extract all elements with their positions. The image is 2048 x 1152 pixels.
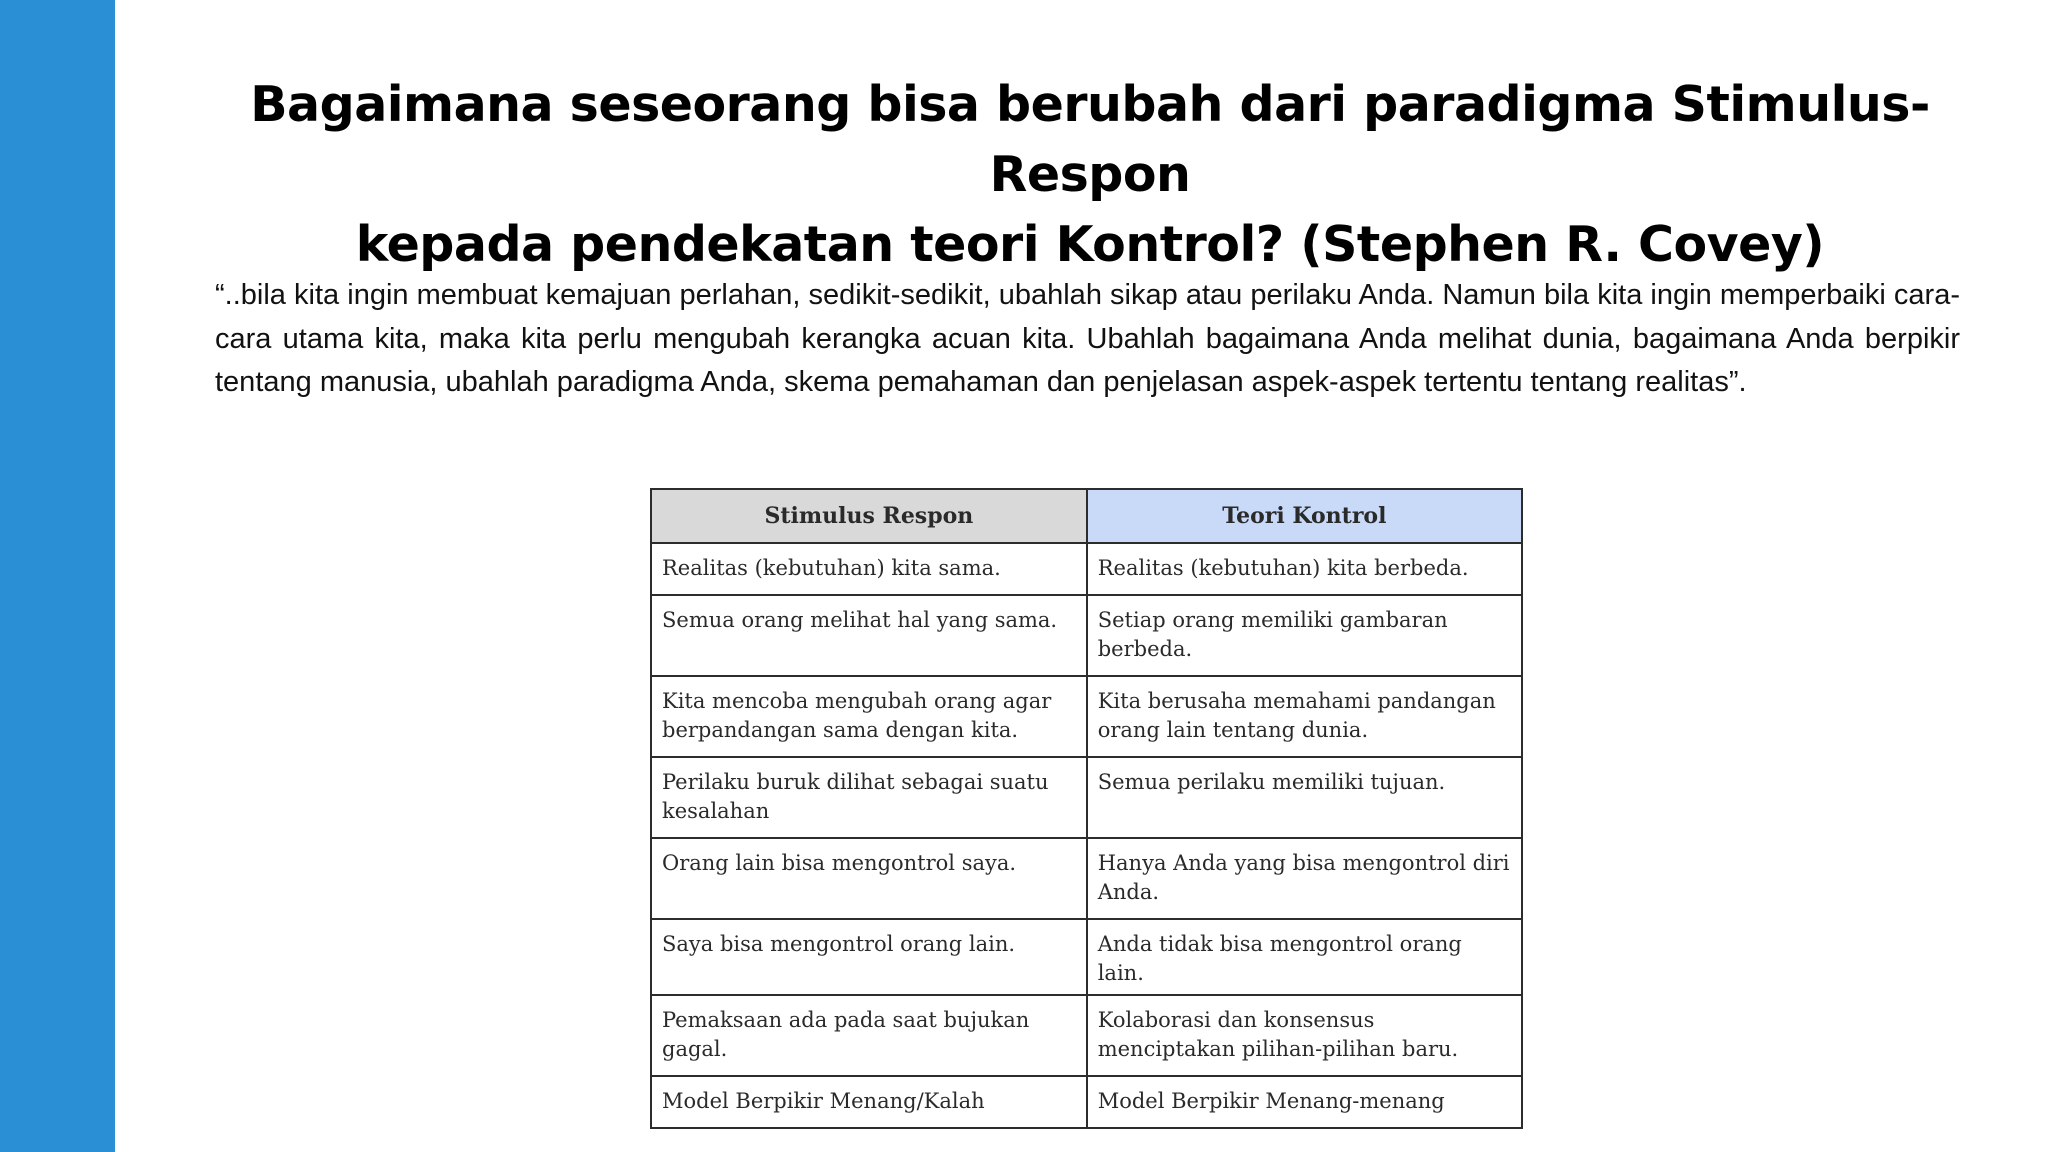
cell-teori-kontrol: Kolaborasi dan konsensus menciptakan pilihan-pilihan baru.	[1087, 995, 1522, 1076]
cell-stimulus-respon: Semua orang melihat hal yang sama.	[651, 595, 1087, 676]
table-row	[651, 1076, 1522, 1128]
cell-stimulus-respon: Saya bisa mengontrol orang lain.	[651, 919, 1087, 995]
cell-stimulus-respon: Realitas (kebutuhan) kita sama.	[651, 543, 1087, 595]
table-row	[651, 757, 1522, 838]
cell-stimulus-respon: Model Berpikir Menang/Kalah	[651, 1076, 1087, 1128]
title-line-1: Bagaimana seseorang bisa berubah dari paradigma Stimulus-Respon	[250, 76, 1930, 203]
cell-teori-kontrol: Model Berpikir Menang-menang	[1087, 1076, 1522, 1128]
cell-stimulus-respon: Kita mencoba mengubah orang agar berpandangan sama dengan kita.	[651, 676, 1087, 757]
cell-stimulus-respon: Pemaksaan ada pada saat bujukan gagal.	[651, 995, 1087, 1076]
table-row	[651, 676, 1522, 757]
cell-stimulus-respon: Perilaku buruk dilihat sebagai suatu kesalahan	[651, 757, 1087, 838]
cell-teori-kontrol: Setiap orang memiliki gambaran berbeda.	[1087, 595, 1522, 676]
table-row	[651, 838, 1522, 919]
quote-paragraph: “..bila kita ingin membuat kemajuan perlahan, sedikit-sedikit, ubahlah sikap atau perilaku Anda. Namun bila kita ingin memperbaiki cara-cara utama kita, maka kita perlu mengubah kerangka acuan kita. Ubahlah bagaimana Anda melihat dunia, bagaimana Anda berpikir tentang manusia, ubahlah paradigma Anda, skema pemahaman dan penjelasan aspek-aspek tertentu tentang realitas”.	[215, 279, 1960, 398]
table-header-row	[651, 489, 1522, 543]
cell-teori-kontrol: Realitas (kebutuhan) kita berbeda.	[1087, 543, 1522, 595]
table-row	[651, 919, 1522, 995]
cell-teori-kontrol: Semua perilaku memiliki tujuan.	[1087, 757, 1522, 838]
title-line-2: kepada pendekatan teori Kontrol? (Stephen R. Covey)	[355, 216, 1825, 273]
header-stimulus-respon: Stimulus Respon	[651, 489, 1087, 543]
table-row	[651, 543, 1522, 595]
table-row	[651, 595, 1522, 676]
accent-bar	[0, 0, 115, 1152]
cell-teori-kontrol: Hanya Anda yang bisa mengontrol diri Anda.	[1087, 838, 1522, 919]
table-row	[651, 995, 1522, 1076]
header-teori-kontrol: Teori Kontrol	[1087, 489, 1522, 543]
cell-teori-kontrol: Kita berusaha memahami pandangan orang lain tentang dunia.	[1087, 676, 1522, 757]
slide-title	[180, 70, 2000, 280]
cell-stimulus-respon: Orang lain bisa mengontrol saya.	[651, 838, 1087, 919]
cell-teori-kontrol: Anda tidak bisa mengontrol orang lain.	[1087, 919, 1522, 995]
comparison-table	[650, 488, 1523, 1129]
